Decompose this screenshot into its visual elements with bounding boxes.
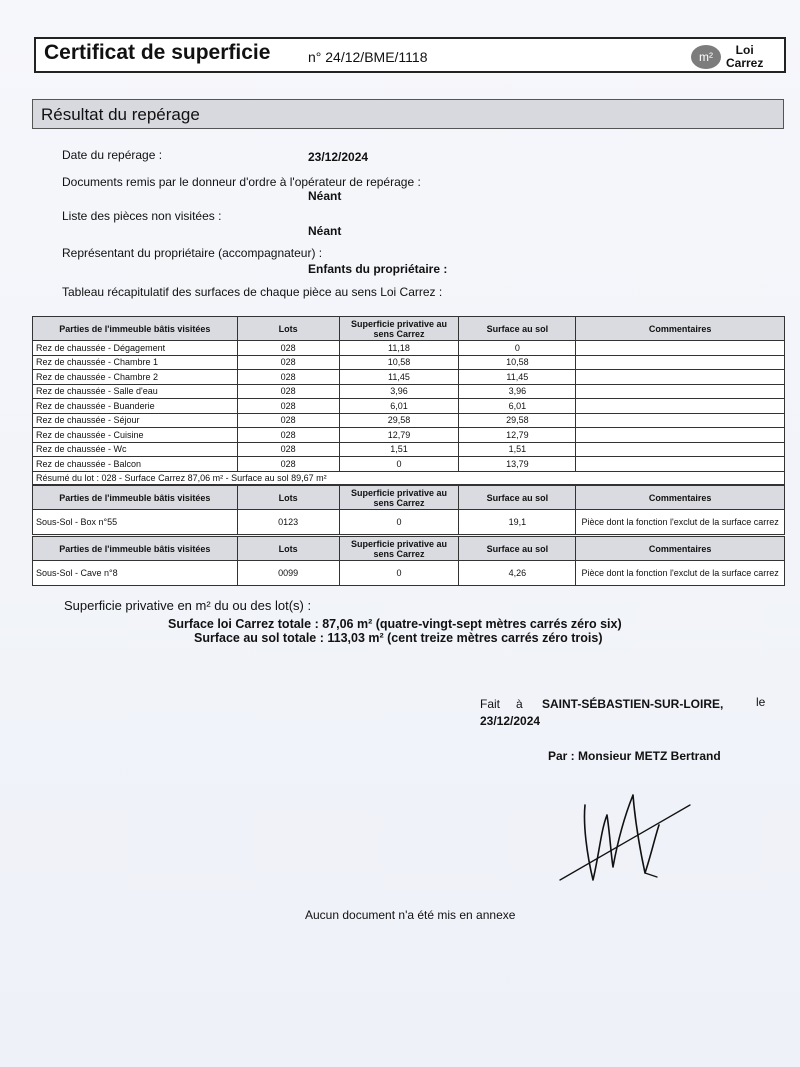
certificate-title: Certificat de superficie <box>44 41 271 64</box>
pieces-value: Néant <box>308 224 342 238</box>
col-surface-sol: Surface au sol <box>459 317 576 341</box>
resume-row: Résumé du lot : 028 - Surface Carrez 87,06 m² - Surface au sol 89,67 m² <box>33 471 785 484</box>
table-row: Rez de chaussée - Wc 028 1,51 1,51 <box>33 442 785 457</box>
col-parties: Parties de l'immeuble bâtis visitées <box>33 537 238 561</box>
col-lots: Lots <box>237 537 339 561</box>
col-parties: Parties de l'immeuble bâtis visitées <box>33 486 238 510</box>
tableau-label: Tableau récapitulatif des surfaces de chaque pièce au sens Loi Carrez : <box>62 285 443 299</box>
col-commentaires: Commentaires <box>576 486 785 510</box>
section-title: Résultat du repérage <box>41 105 200 124</box>
fait-label: Fait <box>480 697 501 711</box>
table-row: Rez de chaussée - Cuisine 028 12,79 12,79 <box>33 428 785 443</box>
table-row: Rez de chaussée - Buanderie 028 6,01 6,01 <box>33 399 785 414</box>
table-row: Rez de chaussée - Salle d'eau 028 3,96 3,96 <box>33 384 785 399</box>
documents-label: Documents remis par le donneur d'ordre à l'opérateur de repérage : <box>62 175 421 189</box>
table-row: Rez de chaussée - Chambre 2 028 11,45 11,45 <box>33 370 785 385</box>
col-superficie: Superficie privative au sens Carrez <box>339 537 459 561</box>
representant-label: Représentant du propriétaire (accompagnateur) : <box>62 246 323 260</box>
col-commentaires: Commentaires <box>576 317 785 341</box>
col-surface-sol: Surface au sol <box>459 537 576 561</box>
le-label: le <box>756 695 766 709</box>
box-table <box>32 485 785 535</box>
signatory-name: Par : Monsieur METZ Bertrand <box>548 749 721 763</box>
handwritten-signature <box>555 785 695 895</box>
table-row: Sous-Sol - Cave n°8 0099 0 4,26 Pièce dont la fonction l'exclut de la surface carrez <box>33 561 785 586</box>
table-header-row <box>33 317 785 341</box>
pieces-label: Liste des pièces non visitées : <box>62 209 222 223</box>
certificate-title-box <box>34 37 786 73</box>
a-label: à <box>516 697 523 711</box>
documents-value: Néant <box>308 189 342 203</box>
total-sol: Surface au sol totale : 113,03 m² (cent treize mètres carrés zéro trois) <box>194 631 603 645</box>
table-row: Rez de chaussée - Chambre 1 028 10,58 10,58 <box>33 355 785 370</box>
ville-value: SAINT-SÉBASTIEN-SUR-LOIRE, <box>542 697 724 711</box>
col-parties: Parties de l'immeuble bâtis visitées <box>33 317 238 341</box>
table-row: Rez de chaussée - Dégagement 028 11,18 0 <box>33 341 785 356</box>
date-label: Date du repérage : <box>62 148 163 162</box>
table-row: Sous-Sol - Box n°55 0123 0 19,1 Pièce dont la fonction l'exclut de la surface carrez <box>33 510 785 535</box>
table-row: Rez de chaussée - Séjour 028 29,58 29,58 <box>33 413 785 428</box>
m2-icon: m² <box>691 45 721 69</box>
date-value: 23/12/2024 <box>308 150 369 164</box>
cave-table <box>32 536 785 586</box>
representant-value: Enfants du propriétaire : <box>308 262 448 276</box>
col-surface-sol: Surface au sol <box>459 486 576 510</box>
signature-date: 23/12/2024 <box>480 714 541 728</box>
annexe-note: Aucun document n'a été mis en annexe <box>305 908 516 922</box>
section-header <box>32 99 784 129</box>
col-superficie: Superficie privative au sens Carrez <box>339 317 459 341</box>
totals-label: Superficie privative en m² du ou des lot(s) : <box>64 598 312 613</box>
total-carrez: Surface loi Carrez totale : 87,06 m² (quatre-vingt-sept mètres carrés zéro six) <box>168 617 622 631</box>
table-row: Rez de chaussée - Balcon 028 0 13,79 <box>33 457 785 472</box>
certificate-number: n° 24/12/BME/1118 <box>308 49 428 65</box>
col-lots: Lots <box>237 317 339 341</box>
col-superficie: Superficie privative au sens Carrez <box>339 486 459 510</box>
surfaces-table <box>32 316 785 485</box>
col-lots: Lots <box>237 486 339 510</box>
loi-carrez-label: Loi Carrez <box>726 43 764 70</box>
col-commentaires: Commentaires <box>576 537 785 561</box>
